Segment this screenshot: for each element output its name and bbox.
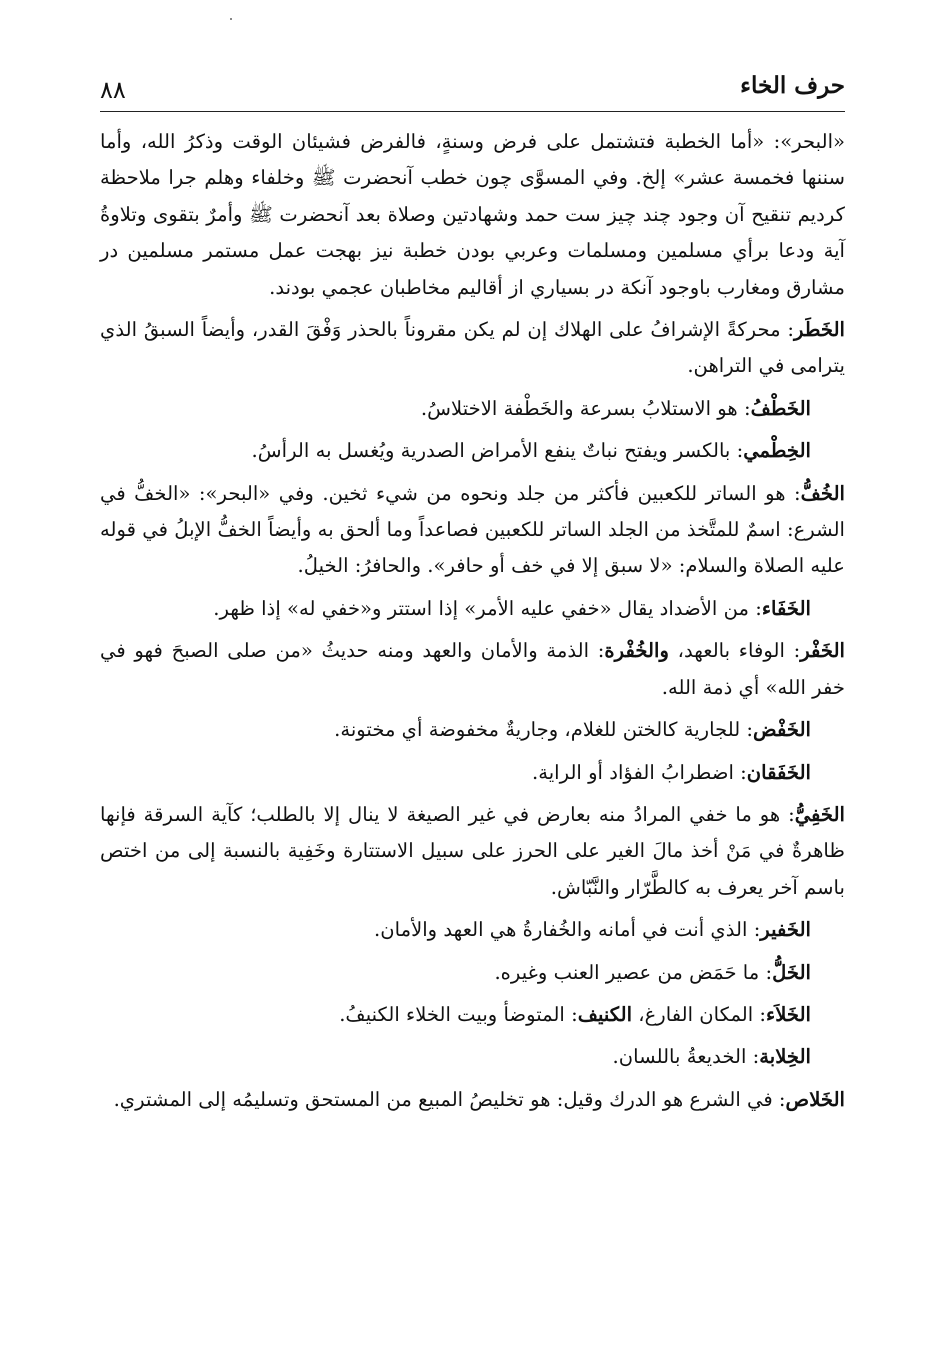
entry-term: الخُفُّ [800, 481, 845, 505]
entry-khafir [100, 912, 845, 948]
entry-khuff [100, 476, 845, 585]
entry-khalas [100, 1082, 845, 1118]
entry-definition: : هو ما خفي المرادُ منه بعارض في غير الصيغة لا ينال إلا بالطلب؛ كآية السرقة فإنها ظاهرةٌ في مَنْ أخذ مالَ الغير على الحرز على سبيل الاستتارة وخَفِية بالنسبة إلى من اختص باسم آخر يعرف به كالطَّرّار والنَّبّاش. [100, 802, 845, 899]
page-number: ٨٨ [100, 76, 126, 104]
entry-definition: : اضطرابُ الفؤاد أو الراية. [532, 760, 747, 784]
entry-khilaba [100, 1039, 845, 1075]
entry-term: الخَطَر [794, 318, 845, 342]
entry-definition: «البحر»: «أما الخطبة فتشتمل على فرض وسنةٍ، فالفرض فشيئان الوقت وذكرُ الله، وأما سننها فخمسة عشر» إلخ. وفي المسوَّى چون خطب آنحضرت ﷺ وخلفاء وهلم جرا ملاحظة كرديم تنقيح آن وجود چند چيز ست حمد وشهادتين وصلاة بعد آنحضرت ﷺ وأمرٌ بتقوى وتلاوةُ آية ودعا برأي مسلمين ومسلمات وعربي بودن خطبة نيز بهجت عمل مستمر مسلمين در مشارق ومغارب باوجود آنكة در بسياري از أقاليم مخاطبان عجمي بودند. [100, 130, 846, 299]
entry-khafaqan [100, 755, 845, 791]
entry-definition: : في الشرع هو الدرك وقيل: هو تخليصُ المبيع من المستحق وتسليمُه إلى المشتري. [113, 1087, 786, 1111]
entry-term: الخَفَاء [761, 596, 811, 620]
entry-definition: : الخديعةُ باللسان. [612, 1045, 760, 1069]
scan-speck [230, 18, 232, 20]
entry-definition: : من الأضداد يقال «خفي عليه الأمر» إذا استتر و«خفي له» إذا ظهر. [213, 596, 762, 620]
entry-term: الخَطْفُ [750, 396, 811, 420]
entry-khall [100, 955, 845, 991]
entry-definition-secondary: : الذمة والأمان والعهد ومنه حديثُ «من صلى الصبحَ فهو في خفر الله» أي ذمة الله. [100, 639, 845, 699]
entry-definition: : للجارية كالختن للغلام، وجاريةٌ مخفوضة أي مختونة. [334, 718, 754, 742]
entry-term: الخَلاَء [766, 1002, 811, 1026]
entry-khafa [100, 591, 845, 627]
entry-term: الخَفَقان [746, 760, 811, 784]
entry-khafr [100, 633, 845, 706]
entry-definition: : هو الاستلابُ بسرعة والخَطْفة الاختلاسُ. [420, 396, 751, 420]
entry-definition: : الذي أنت في أمانه والخُفارةُ هي العهد والأمان. [373, 918, 761, 942]
entry-khafi [100, 797, 845, 906]
entry-term: الخَفِيُّ [794, 802, 845, 826]
entry-khitmi [100, 433, 845, 469]
entry-term: الخِلابة [759, 1045, 811, 1069]
entry-term: الخَفْر [800, 639, 845, 663]
entry-continuation [100, 124, 845, 306]
page-header [100, 72, 845, 106]
entry-term: الخَفْض [753, 718, 811, 742]
entry-definition: : هو الساتر للكعبين فأكثر من جلد ونحوه من شيء ثخين. وفي «البحر»: «الخفُّ في الشرع: اسمٌ للمتَّخذ من الجلد الساتر للكعبين فصاعداً وما ألحق به وأيضاً الخفُّ الإبلُ في قوله عليه الصلاة والسلام: «لا سبق إلا في خف أو حافر». والحافرُ: الخيلُ. [100, 481, 845, 578]
chapter-title: حرف الخاء [740, 72, 845, 99]
entry-definition-secondary: : المتوضأ وبيت الخلاء الكنيفُ. [339, 1002, 578, 1026]
entry-term: الخَلُّ [772, 960, 811, 984]
entry-definition: : محركةً الإشرافُ على الهلاك إن لم يكن مقروناً بالحذر وَفْقَ القدر، وأيضاً السبقُ الذي يترامى في التراهن. [100, 318, 845, 378]
entry-definition: : المكان الفارغ، [632, 1002, 767, 1026]
entry-term-secondary: الكنيف [577, 1002, 633, 1026]
entry-definition: : الوفاء بالعهد، [668, 639, 801, 663]
entry-khafd [100, 712, 845, 748]
entry-term: الخَلاص [785, 1087, 845, 1111]
entry-definition: : ما حَمَض من عصير العنب وغيره. [494, 960, 773, 984]
page-body [100, 124, 845, 1124]
entry-term-secondary: والخُفْرة [604, 639, 669, 663]
entry-khatf [100, 391, 845, 427]
entry-term: الخَفير [760, 918, 811, 942]
entry-definition: : بالكسر ويفتح نباتٌ ينفع الأمراض الصدرية ويُغسل به الرأسُ. [251, 439, 744, 463]
entry-khala [100, 997, 845, 1033]
entry-term: الخِطْمي [743, 439, 811, 463]
entry-khatar [100, 312, 845, 385]
header-divider [100, 111, 845, 112]
